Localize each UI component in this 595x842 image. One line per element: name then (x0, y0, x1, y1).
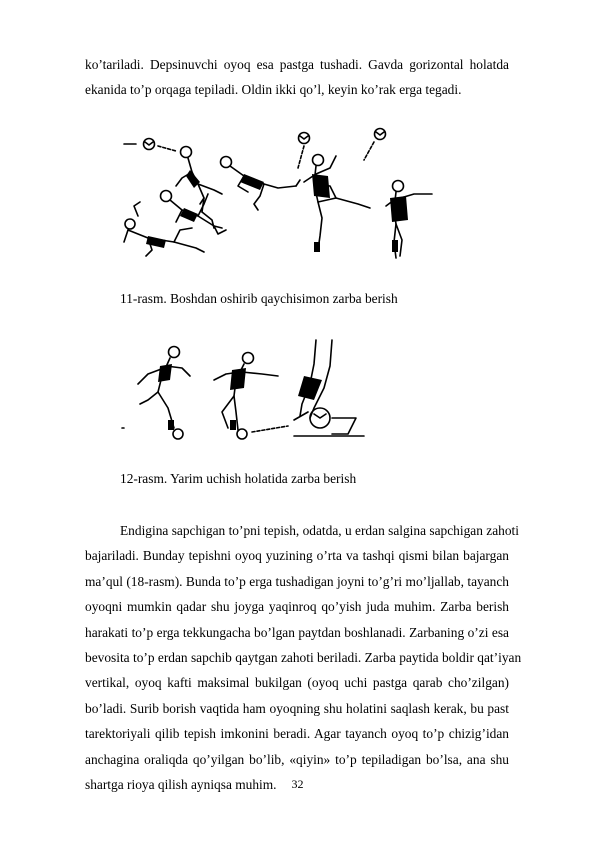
figure-caption: 12-rasm. Yarim uchish holatida zarba berish (120, 471, 357, 486)
figure-caption: 11-rasm. Boshdan oshirib qaychisimon zarba berish (120, 291, 398, 306)
text-line: tarektoriyali qilib tepish imkonini beradi. Agar tayanch oyoq to’p chizig’idan (85, 726, 509, 742)
text-line: ko’tariladi. Depsinuvchi oyoq esa pastga tushadi. Gavda gorizontal holatda (85, 57, 509, 72)
text-line: bevosita to’p erdan sapchib qaytgan zahoti beriladi. Zarba paytida boldir qat’iyan (85, 650, 522, 666)
text-line: shartga rioya qilish ayniqsa muhim. (85, 777, 277, 793)
text-line: Endigina sapchigan to’pni tepish, odatda, u erdan salgina sapchigan zahoti (120, 523, 519, 538)
text-line: bajariladi. Bunday tepishni oyoq yuzining o’rta va tashqi qismi bilan bajargan (85, 548, 509, 564)
text-line: anchagina oraliqda qo’yilgan bo’lib, «qiyin» to’p tepiladigan bo’lsa, ana shu (85, 751, 509, 767)
football-kick-sequence-icon (118, 336, 368, 442)
text-line: harakati to’p erga tekkungacha bo’lgan paytdan boshlanadi. Zarbaning o’zi esa (85, 624, 509, 640)
intro-paragraph (85, 52, 509, 103)
body-paragraph (85, 518, 522, 797)
football-player-sequence-icon (118, 124, 438, 264)
text-line: ma’qul (18-rasm). Bunda to’p erga tushadigan joyni to’g’ri mo’ljallab, tayanch (85, 573, 509, 589)
text-line: vertikal, oyoq kafti maksimal bukilgan (oyoq uchi pastga qarab cho’zilgan) (85, 675, 509, 691)
text-line: ekanida to’p orqaga tepiladi. Oldin ikki qo’l, keyin ko’rak erga tegadi. (85, 82, 462, 98)
page-number: 32 (291, 777, 304, 791)
text-line: oyoqni mumkin qadar shu joyga yaqinroq qo’yish juda muhim. Zarba berish (85, 599, 509, 615)
text-line: bo’ladi. Surib borish vaqtida ham oyoqning shu holatini saqlash kerak, bu past (85, 700, 509, 716)
